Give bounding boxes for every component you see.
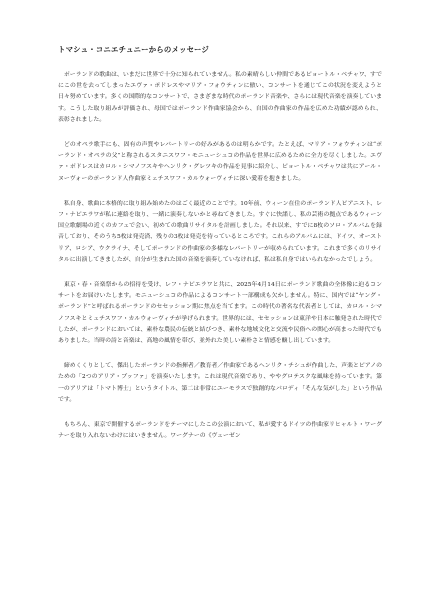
- document-title: トマシュ・コニエチュニーからのメッセージ: [58, 45, 210, 54]
- paragraph-concert: 東京・春・音楽祭からの招待を受け、レフ・ナピエラワと共に、2025年4月14日にポーランド歌曲の全体像に迫るコンサートをお届けいたします。モニューシュコの作品によるコンサート一部構成も欠かしません。特に、国内では“ヤング・ポーランド”と呼ばれるポーランドのセセッション期に焦点を当てます。この時代の著名な代表者としては、カロル・シマノフスキとミェチスワフ・カルウォーヴィチが挙げられます。世界的には、セセッションは東洋や日本に触発された時代でしたが、ポーランドにおいては、素朴な農民の伝統と結びつき、素朴な地域文化と交流や民俗への関心が高まった時代でもありました。当時の詩と音楽は、高地の風情を帯び、並外れた美しい素朴さと情感を醸し出しています。: [58, 282, 382, 345]
- paragraph-closing: 締めくくりとして、傑出したポーランドの指揮者／教育者／作曲家であるヘンリク・チシュが作曲した、声楽とピアノのための「2つのアリア・ブッファ」を演奏いたします。これは現代音楽であり、ややグロテスクな風味を持っています。第一のアリアは「トマト博士」というタイトル、第二は非常にユーモラスで独創的なパロディ「そんな気がした」という作品です。: [58, 363, 382, 403]
- paragraph-intro: ポーランドの歌曲は、いまだに世界で十分に知られていません。私の素晴らしい仲間であるピョートル・ベチャワ、すでにこの世を去ってしまったエヴァ・ポドレスやマリア・フォウティンに倣い、コンサートを通じてこの状況を変えようと日々努めています。多くの国際的なコンサートで、さまざまな時代のポーランド音楽や、さらには現代音楽を演奏しています。こうした取り組みが評価され、母国ではポーランド作曲家協会から、自国の作曲家の作品を広めた功績が認められ、表彰されました。: [58, 72, 382, 123]
- paragraph-singers: どのオペラ歌手にも、固有の声質やレパートリーの好みがあるのは明らかです。たとえば、マリア・フォウティンは“ポーランド・オペラの父”と称されるスタニスワフ・モニューシュコの作品を世界に広めるために全力を尽くしました。エヴァ・ポドレスはカロル・シマノフスキやヘンリク・グレツキの作品を見事に紹介し、ピョートル・ベチャワは共にアール・ヌーヴォーのポーランド人作曲家ミェチスワフ・カルウォーヴィチに深い愛着を抱きました。: [58, 142, 382, 182]
- paragraph-wagner: もちろん、東京で開催するポーランドをテーマにしたこの公演において、私が愛するドイツの作曲家リヒャルト・ワーグナーを取り入れないわけにはいきません。ワーグナーの《ヴェーゼン: [58, 422, 382, 440]
- paragraph-career: 私自身、歌曲に本格的に取り組み始めたのはごく最近のことです。10年前、ウィーン在住のポーランド人ピアニスト、レフ・ナピエラワが私に連絡を取り、一緒に演奏しないかと尋ねてきました。すぐに快諾し、私の芸術の拠点であるウィーン国立歌劇場の近くのカフェで会い、初めての歌曲リサイタルを計画しました。それ以来、すでに8枚のソロ・アルバムを録音しており、そのうち5枚は発売済、残りの3枚は発売を待っているところです。これらのアルバムには、ドイツ、オーストリア、ロシア、ウクライナ、そしてポーランドの作曲家の多様なレパートリーが収められています。これまで多くのリサイタルに出演してきましたが、自分が生まれた国の音楽を演奏していなければ、私は私自身ではいられなかったでしょう。: [58, 200, 382, 263]
